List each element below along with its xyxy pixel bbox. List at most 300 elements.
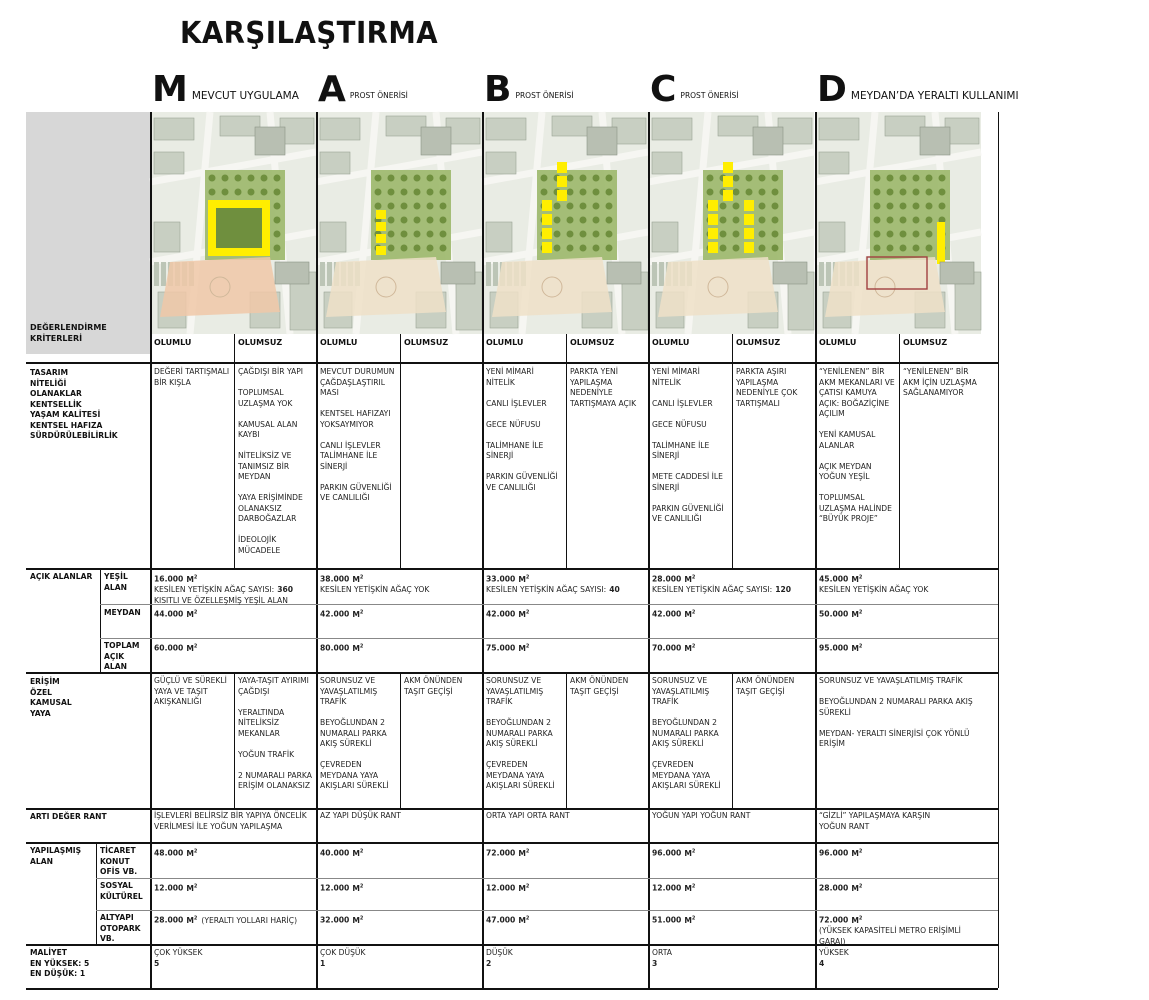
total-open-area-unit: $M^2$ <box>684 643 696 653</box>
design-negative-item: ÇAĞDIŞI BİR YAPI <box>238 367 304 376</box>
rent-value: AZ YAPI DÜŞÜK RANT <box>320 811 401 820</box>
grid-line <box>96 910 998 911</box>
access-positive <box>154 676 230 708</box>
grid-line <box>96 878 998 879</box>
cost-score: 1 <box>320 958 326 968</box>
commercial-area <box>819 846 979 859</box>
commercial-area <box>486 846 646 859</box>
social-area-number: 12.000 <box>652 883 682 893</box>
grid-line <box>998 112 999 988</box>
square-area <box>486 607 646 620</box>
design-negative-item: YAYA ERİŞİMİNDE OLANAKSIZ DARBOĞAZLAR <box>238 493 303 523</box>
commercial-label: TİCARET KONUT OFİS VB. <box>100 846 138 876</box>
commercial-area <box>652 846 812 859</box>
access-negative <box>404 676 478 697</box>
design-positive-item: METE CADDESİ İLE SİNERJİ <box>652 472 723 492</box>
total-open-area-unit-sup: 2 <box>858 643 863 649</box>
cost-word: ÇOK DÜŞÜK <box>320 948 366 957</box>
total-open-area-unit-sup: 2 <box>691 643 696 649</box>
green-area-unit: $M^2$ <box>186 574 198 584</box>
column-letter: A <box>318 69 346 110</box>
total-open-area-number: 70.000 <box>652 643 682 653</box>
infrastructure-area-unit-sup: 2 <box>858 915 863 921</box>
site-plan-drawing <box>482 112 648 334</box>
design-negative-item: TOPLUMSAL UZLAŞMA YOK <box>238 388 293 408</box>
square-area-value <box>320 607 480 620</box>
cost-score: 5 <box>154 958 160 968</box>
square-area <box>652 607 812 620</box>
grid-line <box>26 362 998 364</box>
cost-word: ORTA <box>652 948 672 957</box>
design-positive-item: KENTSEL HAFIZAYI YOKSAYMIYOR <box>320 409 391 429</box>
column-subtitle: PROST ÖNERİSİ <box>349 91 408 100</box>
design-positive <box>486 367 562 493</box>
column-header-b <box>484 70 573 110</box>
total-open-area-value <box>486 641 646 654</box>
green-area-number: 33.000 <box>486 574 516 584</box>
column-letter: D <box>817 69 847 110</box>
column-subtitle: PROST ÖNERİSİ <box>515 91 574 100</box>
social-area-value <box>320 881 480 894</box>
criteria-title-line2: KRİTERLERİ <box>30 334 83 343</box>
commercial-area <box>154 846 314 859</box>
social-area-number: 12.000 <box>320 883 350 893</box>
green-area-value <box>819 572 1149 585</box>
trees-cut-count: 360 <box>277 585 294 595</box>
square-area-value <box>652 607 812 620</box>
site-plan-d <box>815 112 980 334</box>
commercial-area-unit-sup: 2 <box>525 848 530 854</box>
access-label-line: YAYA <box>30 708 51 718</box>
cost-word: ÇOK YÜKSEK <box>154 948 203 957</box>
negative-header: OLUMSUZ <box>404 338 449 347</box>
total-open-area-unit-sup: 2 <box>525 643 530 649</box>
social-area-value <box>486 881 646 894</box>
design-positive <box>320 367 396 504</box>
trees-cut-label: KESİLEN YETİŞKİN AĞAÇ SAYISI: <box>652 585 773 595</box>
green-area-note: KISITLI VE ÖZELLEŞMİŞ YEŞİL ALAN <box>154 595 288 605</box>
infrastructure-area-number: 47.000 <box>486 915 516 925</box>
social-area <box>652 881 812 894</box>
green-area-unit-sup: 2 <box>359 574 364 580</box>
cost-value <box>154 948 304 969</box>
infrastructure-label: ALTYAPI OTOPARK VB. <box>100 913 141 943</box>
commercial-area-number: 72.000 <box>486 848 516 858</box>
grid-line <box>400 334 401 568</box>
infrastructure-area-unit: $M^2$ <box>684 915 696 925</box>
built-area-label: YAPILAŞMIŞ ALAN <box>30 846 82 866</box>
design-positive-item: PARKIN GÜVENLİĞİ VE CANLILIĞI <box>652 503 724 523</box>
access-negative <box>238 676 312 792</box>
infrastructure-area-value <box>154 913 314 926</box>
grid-line <box>400 674 401 808</box>
total-open-area-value <box>320 641 480 654</box>
commercial-area-number: 96.000 <box>652 848 682 858</box>
commercial-area-unit: $M^2$ <box>186 848 198 858</box>
commercial-area-number: 96.000 <box>819 848 849 858</box>
commercial-area-value <box>154 846 314 859</box>
grid-line <box>815 112 817 988</box>
social-area <box>154 881 314 894</box>
design-positive-item: GECE NÜFUSU <box>652 419 707 429</box>
access-negative <box>736 676 810 697</box>
grid-line <box>26 808 998 810</box>
cost-score: 4 <box>819 958 825 968</box>
infrastructure-area-value <box>320 913 480 926</box>
green-area-unit: $M^2$ <box>352 574 364 584</box>
design-negative <box>238 367 312 556</box>
social-area-unit: $M^2$ <box>186 883 198 893</box>
access-positive-item: SORUNSUZ VE YAVAŞLATILMIŞ TRAFİK <box>320 676 378 706</box>
access-positive-item: MEYDAN- YERALTI SİNERJİSİ ÇOK YÖNLÜ ERİŞİM <box>819 728 970 748</box>
green-area-number: 16.000 <box>154 574 184 584</box>
access-positive-item: BEYOĞLUNDAN 2 NUMARALI PARKA AKIŞ SÜREKLİ <box>819 697 973 717</box>
access-negative-item: AKM ÖNÜNDEN TAŞIT GEÇİŞİ <box>736 676 795 696</box>
infrastructure-area-value <box>486 913 646 926</box>
positive-header: OLUMLU <box>486 338 524 347</box>
square-area-unit: $M^2$ <box>352 609 364 619</box>
site-plan-drawing <box>648 112 814 334</box>
trees-cut <box>819 585 1149 596</box>
commercial-area-unit: $M^2$ <box>851 848 863 858</box>
green-area-unit-sup: 2 <box>858 574 863 580</box>
positive-header: OLUMLU <box>819 338 857 347</box>
access-positive <box>652 676 728 792</box>
infrastructure-area-unit: $M^2$ <box>518 915 530 925</box>
design-positive-item: PARKIN GÜVENLİĞİ VE CANLILIĞI <box>320 482 392 502</box>
square-area-unit: $M^2$ <box>186 609 198 619</box>
negative-header: OLUMSUZ <box>570 338 615 347</box>
total-open-area-unit: $M^2$ <box>352 643 364 653</box>
cost-label-high: EN YÜKSEK: 5 <box>30 958 90 968</box>
square-area-value <box>486 607 646 620</box>
access-positive-item: BEYOĞLUNDAN 2 NUMARALI PARKA AKIŞ SÜREKLİ <box>320 718 387 748</box>
square-area-unit: $M^2$ <box>518 609 530 619</box>
design-negative-item: PARKTA AŞIRI YAPILAŞMA NEDENİYLE ÇOK TARTIŞMALI <box>736 367 798 408</box>
access-negative-item: YERALTINDA NİTELİKSİZ MEKANLAR <box>238 707 285 738</box>
social-area-unit-sup: 2 <box>858 883 863 889</box>
commercial-area-value <box>819 846 979 859</box>
label-panel <box>26 112 150 334</box>
green-area-number: 38.000 <box>320 574 350 584</box>
positive-header: OLUMLU <box>652 338 690 347</box>
total-open-area-number: 75.000 <box>486 643 516 653</box>
trees-cut-count: 120 <box>775 585 792 595</box>
green-area-unit-sup: 2 <box>193 574 198 580</box>
negative-header: OLUMSUZ <box>903 338 948 347</box>
access-label <box>30 677 72 719</box>
design-positive-item: PARKIN GÜVENLİĞİ VE CANLILIĞI <box>486 472 558 492</box>
trees-cut-label: KESİLEN YETİŞKİN AĞAÇ SAYISI: <box>154 585 275 595</box>
social-area-unit: $M^2$ <box>851 883 863 893</box>
column-header-c <box>650 70 738 110</box>
social-label: SOSYAL KÜLTÜREL <box>100 881 143 901</box>
square-area-unit-sup: 2 <box>858 609 863 615</box>
grid-line <box>482 112 484 988</box>
column-header-d <box>817 70 1019 110</box>
grid-line <box>648 112 650 988</box>
commercial-area-unit: $M^2$ <box>518 848 530 858</box>
access-positive-item: BEYOĞLUNDAN 2 NUMARALI PARKA AKIŞ SÜREKLİ <box>652 718 719 748</box>
design-positive-item: TOPLUMSAL UZLAŞMA HALİNDE “BÜYÜK PROJE” <box>819 493 892 523</box>
design-negative <box>736 367 810 409</box>
open-areas-label: AÇIK ALANLAR <box>30 572 93 581</box>
commercial-area-value <box>320 846 480 859</box>
cost-label-title: MALİYET <box>30 948 67 957</box>
grid-line <box>234 334 235 568</box>
total-open-area <box>819 641 979 654</box>
total-open-area <box>320 641 480 654</box>
access-negative-item: 2 NUMARALI PARKA ERİŞİM OLANAKSIZ <box>238 770 312 790</box>
total-open-area-unit: $M^2$ <box>518 643 530 653</box>
grid-line <box>26 842 998 844</box>
cost-label-low: EN DÜŞÜK: 1 <box>30 969 86 978</box>
access-label-line: ERİŞİM <box>30 677 60 686</box>
criteria-title-line1: DEĞERLENDİRME <box>30 323 107 332</box>
grid-line <box>96 842 97 944</box>
design-positive <box>154 367 230 388</box>
design-criteria-line: NİTELİĞİ <box>30 378 67 388</box>
column-letter: M <box>152 69 188 110</box>
column-letter: C <box>650 69 677 110</box>
square-area-unit-sup: 2 <box>359 609 364 615</box>
design-positive-item: CANLI İŞLEVLER <box>486 398 547 408</box>
rent-value: YOĞUN YAPI YOĞUN RANT <box>652 811 751 820</box>
positive-header: OLUMLU <box>154 338 192 347</box>
site-plan-a <box>316 112 481 334</box>
column-subtitle: MEVCUT UYGULAMA <box>191 90 299 102</box>
square-area-number: 42.000 <box>652 609 682 619</box>
cost-value <box>819 948 969 969</box>
social-area-number: 28.000 <box>819 883 849 893</box>
green-area <box>819 572 1149 596</box>
green-area-number: 28.000 <box>652 574 682 584</box>
total-open-area-number: 60.000 <box>154 643 184 653</box>
cost-label <box>30 948 89 980</box>
square-area-number: 42.000 <box>320 609 350 619</box>
grid-line <box>566 334 567 568</box>
green-area-unit-sup: 2 <box>525 574 530 580</box>
square-area-value <box>819 607 979 620</box>
design-negative-item: KAMUSAL ALAN KAYBI <box>238 419 298 439</box>
grid-line <box>100 568 101 672</box>
total-open-area-number: 80.000 <box>320 643 350 653</box>
access-negative <box>570 676 644 697</box>
column-header-m <box>152 70 299 110</box>
access-positive-item: SORUNSUZ VE YAVAŞLATILMIŞ TRAFİK <box>486 676 544 706</box>
social-area-unit: $M^2$ <box>518 883 530 893</box>
trees-cut-label: KESİLEN YETİŞKİN AĞAÇ SAYISI: <box>486 585 607 595</box>
total-open-area <box>154 641 314 654</box>
design-criteria-line: TASARIM <box>30 368 69 377</box>
grid-line <box>566 674 567 808</box>
cost-score: 2 <box>486 958 492 968</box>
green-area-unit: $M^2$ <box>684 574 696 584</box>
cost-score: 3 <box>652 958 658 968</box>
commercial-area <box>320 846 480 859</box>
grid-line <box>150 112 152 988</box>
social-area-unit-sup: 2 <box>525 883 530 889</box>
rent-value: “GİZLİ” YAPILAŞMAYA KARŞIN YOĞUN RANT <box>819 811 931 831</box>
square-area-number: 50.000 <box>819 609 849 619</box>
site-plan-drawing <box>815 112 981 334</box>
social-area-value <box>154 881 314 894</box>
access-negative-item: YOĞUN TRAFİK <box>238 749 295 759</box>
social-area-unit-sup: 2 <box>193 883 198 889</box>
infrastructure-area-number: 32.000 <box>320 915 350 925</box>
column-subtitle: PROST ÖNERİSİ <box>680 91 739 100</box>
rent-value: ORTA YAPI ORTA RANT <box>486 811 570 820</box>
design-positive-item: TALİMHANE İLE SİNERJİ <box>486 440 544 460</box>
total-open-area-value <box>154 641 314 654</box>
social-area-number: 12.000 <box>486 883 516 893</box>
column-subtitle: MEYDAN’DA YERALTI KULLANIMI <box>850 90 1019 102</box>
design-negative-item: “YENİLENEN” BİR AKM İÇİN UZLAŞMA SAĞLANAMIYOR <box>903 367 977 397</box>
design-positive-item: YENİ MİMARİ NİTELİK <box>652 367 700 387</box>
access-positive <box>819 676 979 750</box>
infrastructure-area-unit-sup: 2 <box>525 915 530 921</box>
negative-header: OLUMSUZ <box>238 338 283 347</box>
infrastructure-area-value <box>652 913 812 926</box>
infrastructure-area-unit: $M^2$ <box>186 915 198 925</box>
column-header-a <box>318 70 408 110</box>
design-criteria-label <box>30 368 118 442</box>
design-criteria-line: OLANAKLAR <box>30 389 82 398</box>
grid-line <box>234 674 235 808</box>
social-area-value <box>819 881 979 894</box>
design-positive-item: TALİMHANE İLE SİNERJİ <box>652 440 710 460</box>
design-negative-item: NİTELİKSİZ VE TANIMSIZ BİR MEYDAN <box>238 451 292 481</box>
access-label-line: ÖZEL <box>30 687 52 697</box>
design-negative-item: PARKTA YENİ YAPILAŞMA NEDENİYLE TARTIŞMAYA AÇIK <box>570 367 637 408</box>
design-positive-item: “YENİLENEN” BİR AKM MEKANLARI VE ÇATISI KAMUYA AÇIK: BOĞAZİÇİNE AÇILIM <box>819 367 895 418</box>
access-positive-item: BEYOĞLUNDAN 2 NUMARALI PARKA AKIŞ SÜREKLİ <box>486 718 553 748</box>
cost-value <box>652 948 802 969</box>
total-open-area-unit: $M^2$ <box>186 643 198 653</box>
square-area <box>154 607 314 620</box>
social-area-value <box>652 881 812 894</box>
square-area-unit: $M^2$ <box>684 609 696 619</box>
page-title: KARŞILAŞTIRMA <box>180 16 439 51</box>
square-area-value <box>154 607 314 620</box>
criteria-title <box>26 322 150 354</box>
total-open-area <box>652 641 812 654</box>
trees-cut-count: 40 <box>609 585 620 595</box>
total-open-area-unit-sup: 2 <box>359 643 364 649</box>
infrastructure-area <box>652 913 812 926</box>
social-area-unit: $M^2$ <box>684 883 696 893</box>
social-area <box>819 881 979 894</box>
infrastructure-area-value <box>819 913 987 926</box>
commercial-area-unit-sup: 2 <box>691 848 696 854</box>
design-positive <box>652 367 728 525</box>
social-area <box>320 881 480 894</box>
access-negative-item: YAYA-TAŞIT AYIRIMI ÇAĞDIŞI <box>238 676 309 696</box>
access-positive <box>486 676 562 792</box>
positive-header: OLUMLU <box>320 338 358 347</box>
commercial-area-unit: $M^2$ <box>352 848 364 858</box>
infrastructure-area-number: 72.000 <box>819 915 849 925</box>
square-area <box>819 607 979 620</box>
site-plan-drawing <box>150 112 316 334</box>
square-label: MEYDAN <box>104 608 141 617</box>
social-area-unit: $M^2$ <box>352 883 364 893</box>
design-criteria-line: KENTSELLİK <box>30 399 82 409</box>
access-positive-item: ÇEVREDEN MEYDANA YAYA AKIŞLARI SÜREKLİ <box>652 760 721 790</box>
social-area <box>486 881 646 894</box>
total-open-area-value <box>652 641 812 654</box>
total-open-area <box>486 641 646 654</box>
cost-word: YÜKSEK <box>819 948 849 957</box>
commercial-area-number: 40.000 <box>320 848 350 858</box>
infrastructure-area-unit: $M^2$ <box>352 915 364 925</box>
design-positive <box>819 367 895 525</box>
access-positive <box>320 676 396 792</box>
green-area-label: YEŞİL ALAN <box>104 572 128 592</box>
social-area-unit-sup: 2 <box>359 883 364 889</box>
design-criteria-line: KENTSEL HAFIZA <box>30 420 103 430</box>
grid-line <box>732 334 733 568</box>
design-positive-item: YENİ KAMUSAL ALANLAR <box>819 430 876 450</box>
cost-word: DÜŞÜK <box>486 948 513 957</box>
infrastructure-area-unit-sup: 2 <box>359 915 364 921</box>
grid-line <box>732 674 733 808</box>
infrastructure-area-number: 28.000 <box>154 915 184 925</box>
trees-cut-label: KESİLEN YETİŞKİN AĞAÇ YOK <box>320 585 430 595</box>
grid-line <box>316 112 318 988</box>
trees-cut-label: KESİLEN YETİŞKİN AĞAÇ YOK <box>819 585 929 595</box>
design-positive-item: CANLI İŞLEVLER <box>652 398 713 408</box>
site-plan-b <box>482 112 647 334</box>
design-positive-item: DEĞERİ TARTIŞMALI BİR KIŞLA <box>154 367 230 387</box>
green-area-unit: $M^2$ <box>518 574 530 584</box>
infrastructure-area <box>320 913 480 926</box>
grid-line <box>899 334 900 568</box>
design-criteria-line: SÜRDÜRÜLEBİLİRLİK <box>30 431 118 440</box>
access-label-line: KAMUSAL <box>30 698 72 707</box>
green-area-number: 45.000 <box>819 574 849 584</box>
cost-value <box>486 948 636 969</box>
square-area-unit-sup: 2 <box>691 609 696 615</box>
negative-header: OLUMSUZ <box>736 338 781 347</box>
square-area-unit-sup: 2 <box>193 609 198 615</box>
total-open-area-value <box>819 641 979 654</box>
cost-value <box>320 948 470 969</box>
green-area-unit: $M^2$ <box>851 574 863 584</box>
access-positive-item: ÇEVREDEN MEYDANA YAYA AKIŞLARI SÜREKLİ <box>486 760 555 790</box>
commercial-area-unit-sup: 2 <box>359 848 364 854</box>
access-negative-item: AKM ÖNÜNDEN TAŞIT GEÇİŞİ <box>404 676 463 696</box>
total-open-area-unit: $M^2$ <box>851 643 863 653</box>
design-positive-item: CANLI İŞLEVLER TALİMHANE İLE SİNERJİ <box>320 440 381 471</box>
site-plan-c <box>648 112 813 334</box>
access-positive-item: SORUNSUZ VE YAVAŞLATILMIŞ TRAFİK <box>819 676 963 685</box>
design-negative <box>570 367 644 409</box>
design-negative <box>903 367 977 399</box>
infrastructure-area <box>486 913 646 926</box>
green-area-unit-sup: 2 <box>691 574 696 580</box>
infrastructure-area-unit-sup: 2 <box>193 915 198 921</box>
total-open-area-unit-sup: 2 <box>193 643 198 649</box>
design-criteria-line: YAŞAM KALİTESİ <box>30 410 101 419</box>
access-positive-item: SORUNSUZ VE YAVAŞLATILMIŞ TRAFİK <box>652 676 710 706</box>
access-positive-item: GÜÇLÜ VE SÜREKLİ YAYA VE TAŞIT AKIŞKANLIĞI <box>154 676 227 706</box>
commercial-area-unit: $M^2$ <box>684 848 696 858</box>
column-letter: B <box>484 69 512 110</box>
infrastructure-area <box>819 913 987 947</box>
infrastructure-area-unit: $M^2$ <box>851 915 863 925</box>
access-negative-item: AKM ÖNÜNDEN TAŞIT GEÇİŞİ <box>570 676 629 696</box>
